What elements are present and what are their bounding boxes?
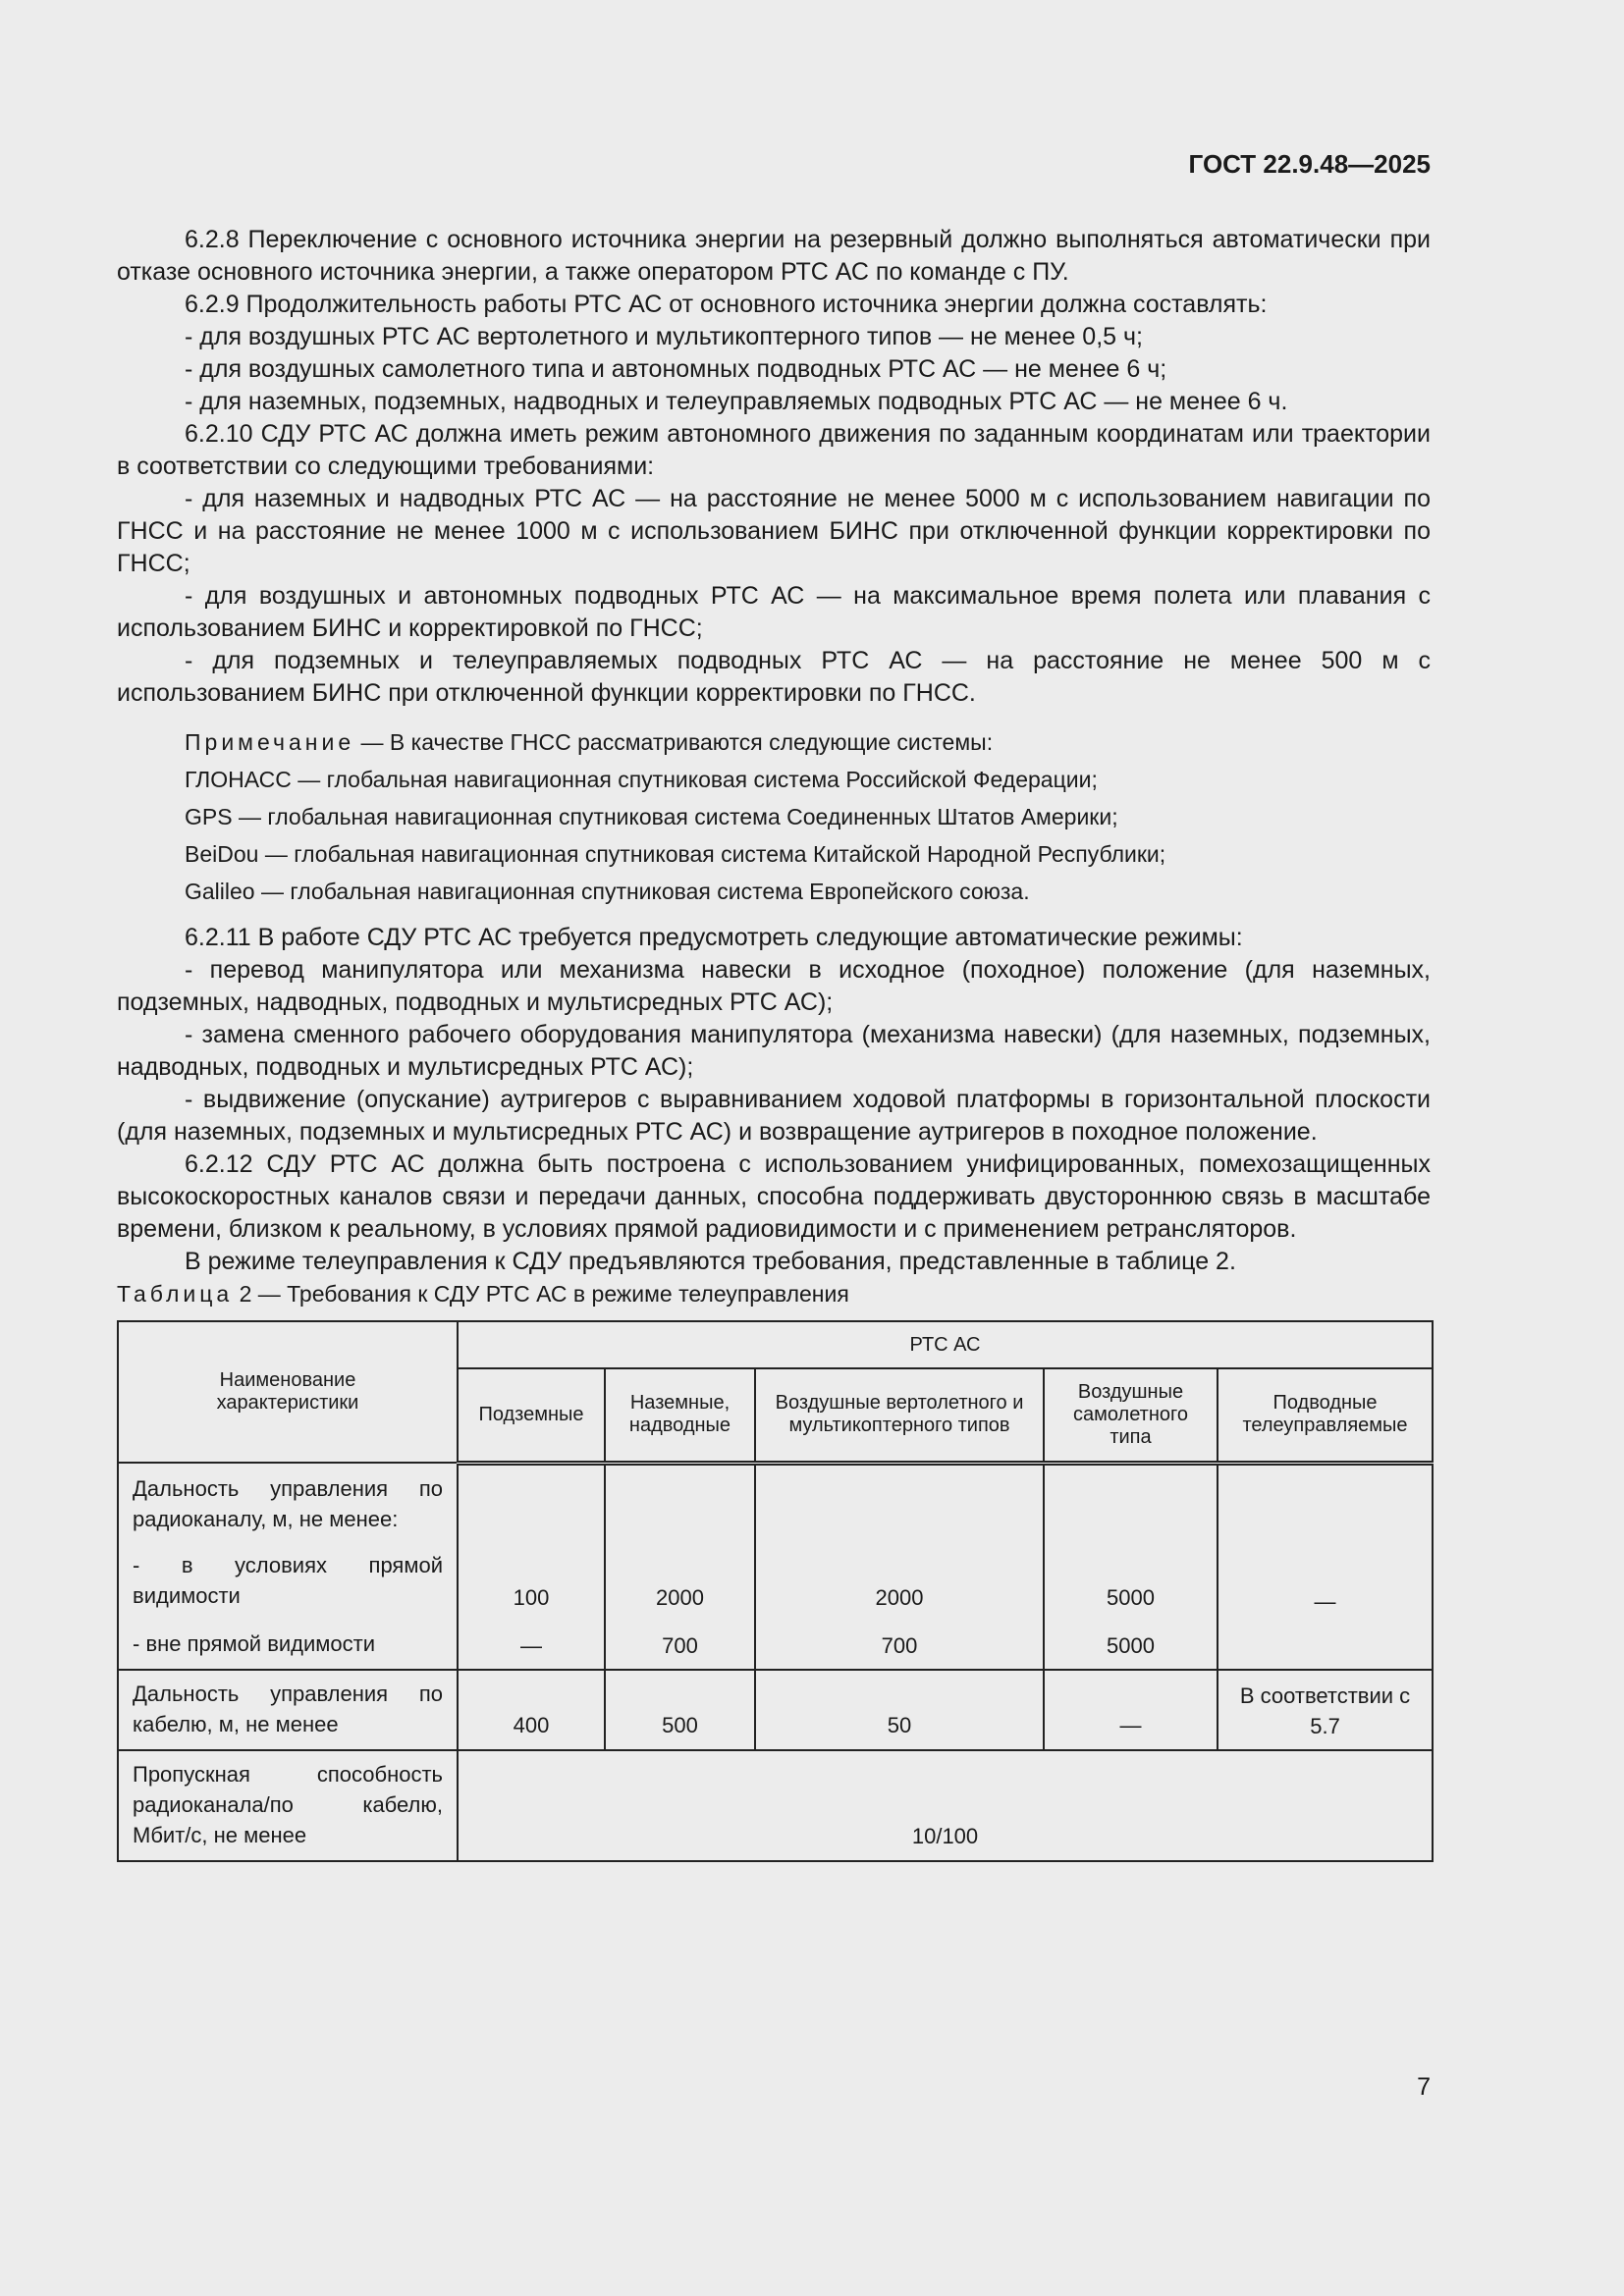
header-underground: Подземные <box>458 1368 605 1463</box>
table-caption <box>117 1278 1431 1310</box>
requirements-table <box>117 1320 1434 1862</box>
row-radio-range-label <box>118 1463 458 1670</box>
note-item: GPS — глобальная навигационная спутниковая система Соединенных Штатов Америки; <box>185 804 1118 829</box>
value-direct: 100 <box>513 1585 550 1610</box>
cell-throughput: 10/100 <box>458 1750 1433 1861</box>
list-item: - для воздушных и автономных подводных РТС АС — на максимальное время полета или плавания с использованием БИНС и корректировкой по ГНСС; <box>117 582 1431 642</box>
value-indirect: — <box>520 1633 542 1658</box>
paragraph-6-2-12: 6.2.12 СДУ РТС АС должна быть построена с использованием унифицированных, помехозащищенных высокоскоростных каналов связи и передачи данных, способна поддерживать двустороннюю связь в масштабе времени, близком к реальному, в условиях прямой радиовидимости и с применением ретрансляторов. <box>117 1150 1431 1243</box>
value-direct: 2000 <box>656 1585 704 1610</box>
document-body <box>117 224 1431 1862</box>
cell-underground <box>458 1463 605 1670</box>
header-ground-surface: Наземные, надводные <box>605 1368 755 1463</box>
list-item: - для подземных и телеуправляемых подводных РТС АС — на расстояние не менее 500 м с использованием БИНС при отключенной функции корректировки по ГНСС. <box>117 647 1431 707</box>
cell-air-rotary: 50 <box>755 1670 1044 1750</box>
row-title: Пропускная способность радиоканала/по кабелю, Мбит/с, не менее <box>133 1762 443 1847</box>
table-row <box>118 1670 1433 1750</box>
list-item: - для воздушных самолетного типа и автономных подводных РТС АС — не менее 6 ч; <box>185 355 1167 383</box>
list-item: - выдвижение (опускание) аутригеров с выравниванием ходовой платформы в горизонтальной плоскости (для наземных, подземных и мультисредных РТС АС) и возвращение аутригеров в походное положение. <box>117 1086 1431 1146</box>
paragraph-table-ref: В режиме телеуправления к СДУ предъявляются требования, представленные в таблице 2. <box>185 1248 1236 1275</box>
row-title: Дальность управления по радиоканалу, м, не менее: <box>133 1476 443 1531</box>
cell-underwater: В соответствии с 5.7 <box>1218 1670 1433 1750</box>
list-item: - для воздушных РТС АС вертолетного и мультикоптерного типов — не менее 0,5 ч; <box>185 323 1143 350</box>
table-caption-label: Таблица <box>117 1281 234 1307</box>
cell-air-plane <box>1044 1463 1218 1670</box>
note-block <box>117 723 1431 910</box>
cell-air-plane: — <box>1044 1670 1218 1750</box>
header-air-rotary: Воздушные вертолетного и мультикоптерного типов <box>755 1368 1044 1463</box>
note-item: BeiDou — глобальная навигационная спутниковая система Китайской Народной Республики; <box>185 841 1166 867</box>
paragraph-6-2-8: 6.2.8 Переключение с основного источника энергии на резервный должно выполняться автоматически при отказе основного источника энергии, а также оператором РТС АС по команде с ПУ. <box>117 226 1431 286</box>
row-throughput-label <box>118 1750 458 1861</box>
value-indirect: 700 <box>662 1633 698 1658</box>
list-item: - для наземных и надводных РТС АС — на расстояние не менее 5000 м с использованием навигации по ГНСС и на расстояние не менее 1000 м с использованием БИНС при отключенной функции корректировки по ГНСС; <box>117 485 1431 577</box>
cell-ground-surface <box>605 1463 755 1670</box>
cell-ground-surface: 500 <box>605 1670 755 1750</box>
table-caption-text: 2 — Требования к СДУ РТС АС в режиме телеуправления <box>233 1281 849 1307</box>
header-characteristic: Наименование характеристики <box>118 1321 458 1463</box>
row-title: Дальность управления по кабелю, м, не менее <box>133 1682 443 1736</box>
cell-underwater <box>1218 1463 1433 1670</box>
row-sub-indirect: - вне прямой видимости <box>133 1631 376 1656</box>
note-item: ГЛОНАСС — глобальная навигационная спутниковая система Российской Федерации; <box>185 767 1098 792</box>
paragraph-6-2-11: 6.2.11 В работе СДУ РТС АС требуется предусмотреть следующие автоматические режимы: <box>185 924 1243 951</box>
page-number: 7 <box>1417 2073 1431 2101</box>
table-header-row <box>118 1321 1433 1368</box>
cell-underground: 400 <box>458 1670 605 1750</box>
row-sub-direct: - в условиях прямой видимости <box>133 1553 443 1608</box>
list-item: - перевод манипулятора или механизма навески в исходное (походное) положение (для наземных, подземных, надводных, подводных и мультисредных РТС АС); <box>117 956 1431 1016</box>
list-item: - замена сменного рабочего оборудования манипулятора (механизма навески) (для наземных, подземных, надводных, подводных и мультисредных РТС АС); <box>117 1021 1431 1081</box>
note-intro-text: — В качестве ГНСС рассматриваются следующие системы: <box>354 729 994 755</box>
header-rts-as: РТС АС <box>458 1321 1433 1368</box>
table-row <box>118 1750 1433 1861</box>
value-indirect: 700 <box>881 1633 918 1658</box>
paragraph-6-2-10: 6.2.10 СДУ РТС АС должна иметь режим автономного движения по заданным координатам или траектории в соответствии со следующими требованиями: <box>117 420 1431 480</box>
note-label: Примечание <box>185 729 355 755</box>
value-underwater: — <box>1314 1588 1336 1614</box>
value-direct: 2000 <box>875 1585 924 1610</box>
note-item: Galileo — глобальная навигационная спутниковая система Европейского союза. <box>185 879 1030 904</box>
document-code: ГОСТ 22.9.48—2025 <box>1188 149 1431 179</box>
list-item: - для наземных, подземных, надводных и телеуправляемых подводных РТС АС — не менее 6 ч. <box>185 388 1288 415</box>
cell-air-rotary <box>755 1463 1044 1670</box>
row-cable-range-label <box>118 1670 458 1750</box>
value-indirect: 5000 <box>1107 1633 1155 1658</box>
paragraph-6-2-9: 6.2.9 Продолжительность работы РТС АС от основного источника энергии должна составлять: <box>185 291 1268 318</box>
value-direct: 5000 <box>1107 1585 1155 1610</box>
table-row <box>118 1463 1433 1670</box>
header-underwater: Подводные телеуправляемые <box>1218 1368 1433 1463</box>
note-intro <box>117 723 1431 761</box>
header-air-plane: Воздушные самолетного типа <box>1044 1368 1218 1463</box>
